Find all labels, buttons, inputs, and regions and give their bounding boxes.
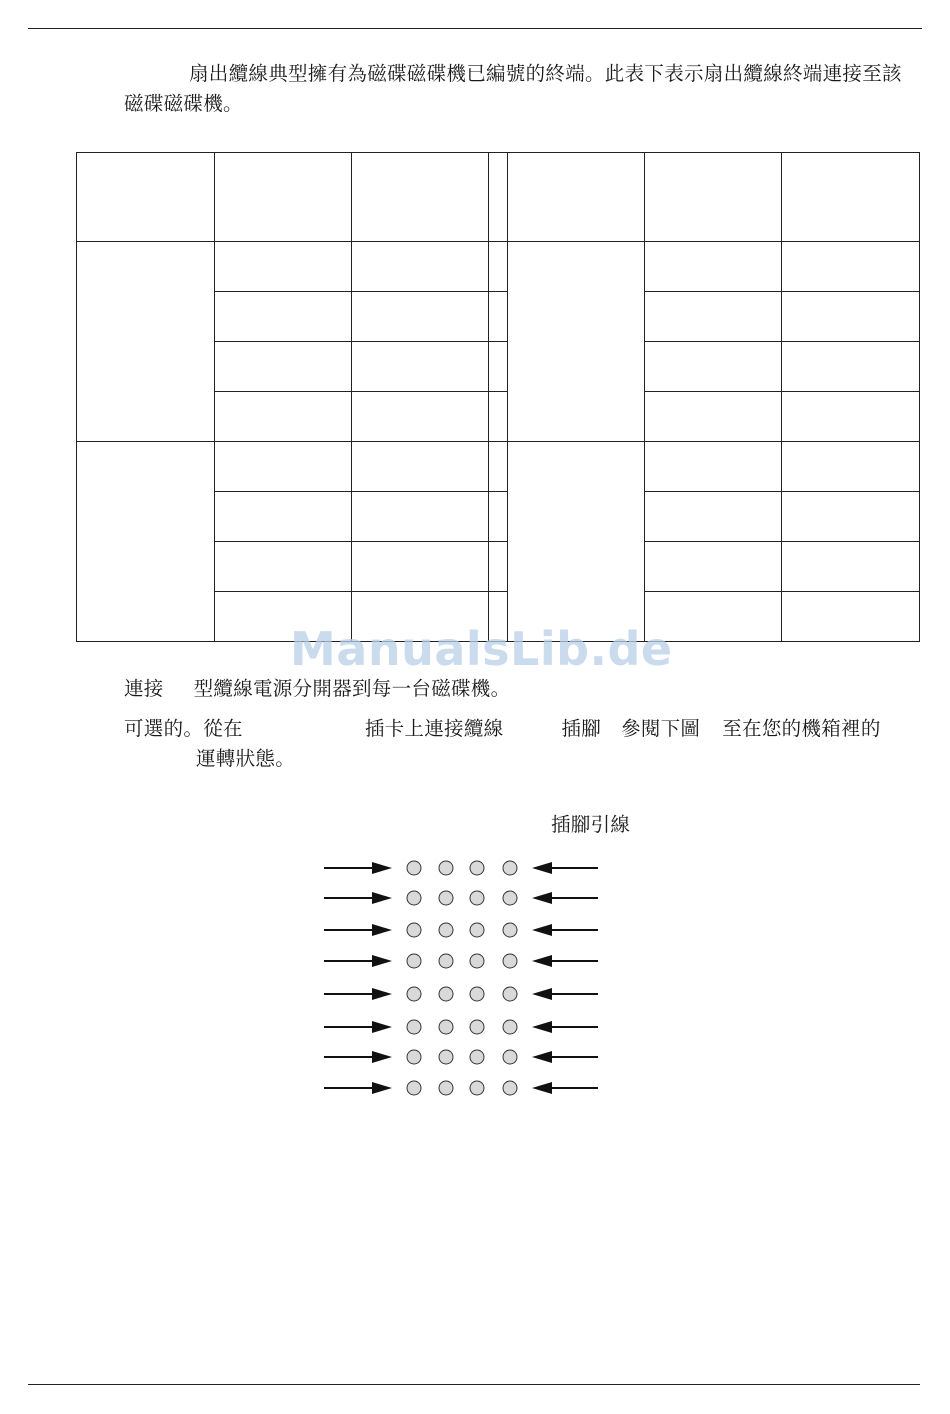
table-cell — [645, 442, 782, 492]
pinout-diagram-title: 插腳引線 — [551, 813, 631, 836]
fanout-cable-table — [76, 152, 920, 642]
pin-circle — [407, 1050, 421, 1064]
separator-cell — [489, 492, 508, 542]
paragraph-fragment: 可選的。從在 — [124, 717, 243, 740]
intro-paragraph: 扇出纜線典型擁有為磁碟磁碟機已編號的終端。此表下表示扇出纜線終端連接至該磁碟磁碟機。 — [124, 62, 902, 115]
pin-circle — [503, 923, 517, 937]
pin-circle — [470, 1050, 484, 1064]
pin-circle — [439, 1020, 453, 1034]
table-cell — [215, 242, 352, 292]
separator-cell — [489, 242, 508, 292]
pin-row — [324, 891, 598, 905]
paragraph-fragment: 至在您的機箱裡的 — [722, 717, 881, 740]
table-cell — [782, 292, 920, 342]
table-cell — [352, 342, 489, 392]
left-arrow-icon — [532, 1082, 598, 1094]
pin-row — [324, 1081, 598, 1095]
table-row — [77, 442, 920, 492]
separator-cell — [489, 292, 508, 342]
pin-circle — [439, 1050, 453, 1064]
header-cell — [77, 153, 215, 242]
pin-circle — [439, 891, 453, 905]
left-arrow-icon — [532, 862, 598, 874]
pin-circle — [470, 891, 484, 905]
pin-circle — [503, 1081, 517, 1095]
table-cell — [215, 342, 352, 392]
table-cell — [352, 442, 489, 492]
pin-circle — [407, 987, 421, 1001]
right-arrow-icon — [324, 1021, 392, 1033]
right-arrow-icon — [324, 1051, 392, 1063]
table-cell — [215, 542, 352, 592]
paragraph-fragment: 插腳 — [561, 717, 602, 740]
optional-connection-paragraph — [124, 714, 914, 774]
pin-circle — [407, 1081, 421, 1095]
separator-cell — [489, 392, 508, 442]
group-label-cell — [508, 442, 645, 642]
table-cell — [782, 592, 920, 642]
table-cell — [352, 542, 489, 592]
table-cell — [782, 392, 920, 442]
table-cell — [352, 242, 489, 292]
table-cell — [215, 492, 352, 542]
pin-circle — [439, 923, 453, 937]
pin-circle — [503, 1020, 517, 1034]
separator-cell — [489, 342, 508, 392]
table-cell — [215, 392, 352, 442]
table-cell — [215, 292, 352, 342]
right-arrow-icon — [324, 862, 392, 874]
pin-row — [324, 1020, 598, 1034]
pin-circle — [439, 987, 453, 1001]
pin-circle — [503, 861, 517, 875]
pin-circle — [407, 923, 421, 937]
group-label-cell — [77, 242, 215, 442]
left-arrow-icon — [532, 1021, 598, 1033]
pin-circle — [470, 954, 484, 968]
pin-circle — [439, 1081, 453, 1095]
table-cell — [782, 242, 920, 292]
left-arrow-icon — [532, 892, 598, 904]
right-arrow-icon — [324, 924, 392, 936]
pin-circle — [407, 891, 421, 905]
pin-circle — [503, 1050, 517, 1064]
pin-circle — [407, 861, 421, 875]
pin-circle — [470, 1020, 484, 1034]
pin-circle — [439, 861, 453, 875]
pin-circle — [470, 987, 484, 1001]
separator-cell — [489, 153, 508, 242]
right-arrow-icon — [324, 892, 392, 904]
pin-circle — [470, 923, 484, 937]
pin-circle — [503, 891, 517, 905]
pinout-diagram — [320, 852, 610, 1108]
paragraph-fragment: 運轉狀態。 — [196, 747, 296, 770]
table-cell — [215, 442, 352, 492]
pin-circle — [470, 1081, 484, 1095]
pin-row — [324, 954, 598, 968]
table-cell — [645, 292, 782, 342]
pin-circle — [503, 987, 517, 1001]
table-cell — [645, 542, 782, 592]
pin-circle — [407, 1020, 421, 1034]
table-cell — [645, 242, 782, 292]
pin-row — [324, 987, 598, 1001]
header-cell — [782, 153, 920, 242]
watermark: ManualsLib.de — [290, 622, 673, 676]
right-arrow-icon — [324, 988, 392, 1000]
table-cell — [352, 292, 489, 342]
paragraph-fragment: 連接 — [124, 677, 164, 700]
paragraph-fragment: 插卡上連接纜線 — [364, 717, 504, 740]
left-arrow-icon — [532, 988, 598, 1000]
table-cell — [782, 492, 920, 542]
table-cell — [645, 392, 782, 442]
top-rule — [28, 28, 922, 29]
table-cell — [645, 492, 782, 542]
pin-circle — [503, 954, 517, 968]
separator-cell — [489, 442, 508, 492]
group-label-cell — [77, 442, 215, 642]
left-arrow-icon — [532, 1051, 598, 1063]
header-cell — [645, 153, 782, 242]
right-arrow-icon — [324, 955, 392, 967]
table-cell — [645, 342, 782, 392]
left-arrow-icon — [532, 924, 598, 936]
paragraph-fragment: 型纜線電源分開器到每一台磁碟機。 — [193, 677, 511, 700]
group-label-cell — [508, 242, 645, 442]
pin-row — [324, 1050, 598, 1064]
table-header-row — [77, 153, 920, 242]
paragraph-fragment: 參閱下圖 — [621, 717, 701, 740]
pin-row — [324, 923, 598, 937]
power-splitter-paragraph — [124, 674, 914, 704]
pin-circle — [470, 861, 484, 875]
table-cell — [782, 542, 920, 592]
separator-cell — [489, 542, 508, 592]
pin-circle — [439, 954, 453, 968]
header-cell — [508, 153, 645, 242]
bottom-rule — [28, 1384, 920, 1385]
table-row — [77, 242, 920, 292]
table-cell — [782, 442, 920, 492]
table-cell — [352, 392, 489, 442]
table-cell — [782, 342, 920, 392]
pin-circle — [407, 954, 421, 968]
table-cell — [352, 492, 489, 542]
left-arrow-icon — [532, 955, 598, 967]
pin-row — [324, 861, 598, 875]
header-cell — [215, 153, 352, 242]
header-cell — [352, 153, 489, 242]
right-arrow-icon — [324, 1082, 392, 1094]
